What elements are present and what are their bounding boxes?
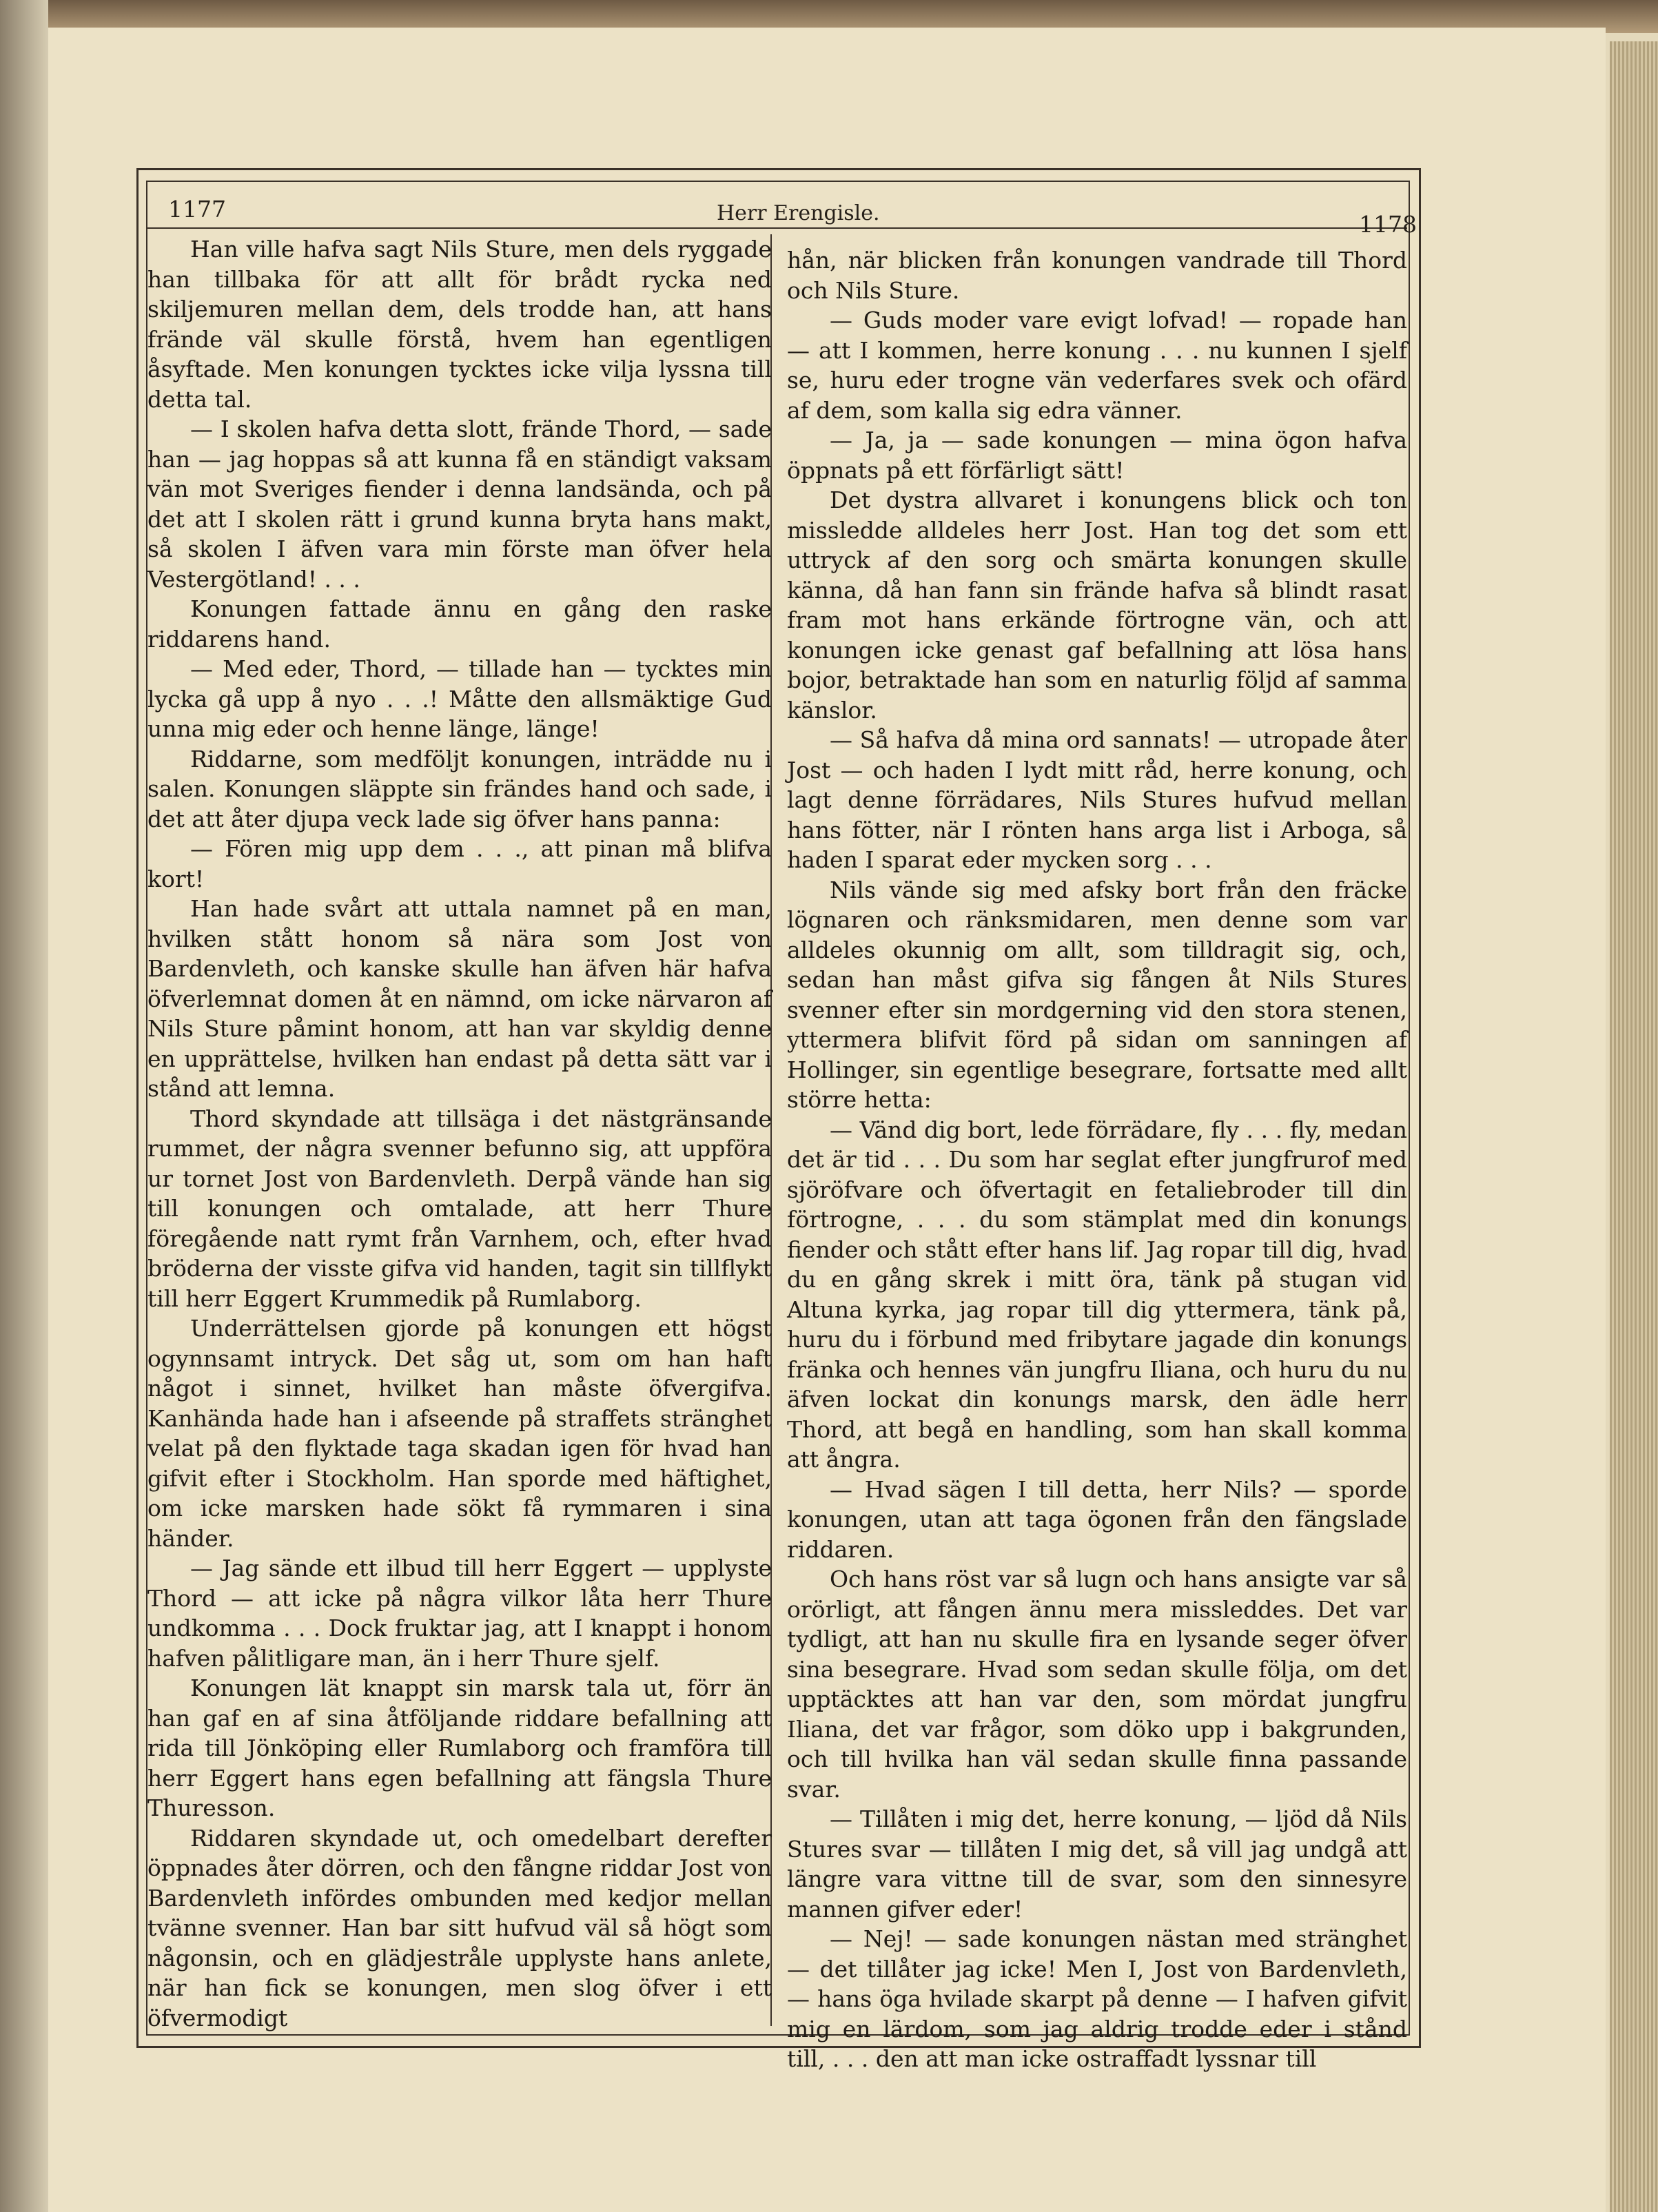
paragraph: Konungen fattade ännu en gång den raske riddarens hand. [147, 595, 772, 653]
paragraph: Det dystra allvaret i konungens blick och ton missledde alldeles herr Jost. Han tog det som ett uttryck af den sorg och smärta konungen skulle känna, då han fann sin frände hafva så blindt rasat fram mot hans erkände förtrogne vän, och att konungen icke genast gaf befallning att lösa hans bojor, betraktade han som en naturlig följd af samma känslor. [787, 487, 1407, 724]
paragraph: hån, när blicken från konungen vandrade till Thord och Nils Sture. [787, 247, 1407, 304]
paragraph: Riddaren skyndade ut, och omedelbart derefter öppnades åter dörren, och den fångne riddar Jost von Bardenvleth infördes ombunden med kedjor mellan tvänne svenner. Han bar sitt hufvud väl så högt som någonsin, och en glädjestråle upplyste hans anlete, när han fick se konungen, men slog öfver i ett öfvermodigt [147, 1824, 772, 2031]
header-rule [146, 227, 1407, 229]
paragraph: — Hvad sägen I till detta, herr Nils? — sporde konungen, utan att taga ögonen från den fängslade riddaren. [787, 1475, 1407, 1563]
paragraph: Underrättelsen gjorde på konungen ett högst ogynnsamt intryck. Det såg ut, som om han haft något i sinnet, hvilket han måste öfvergifva. Kanhända hade han i afseende på straffets stränghet velat på den flyktade taga skadan igen för hvad han gifvit efter i Stockholm. Han sporde med häftighet, om icke marsken hade sökt få rymmaren i sina händer. [147, 1315, 772, 1552]
left-column [147, 234, 772, 2033]
paragraph: — Nej! — sade konungen nästan med stränghet — det tillåter jag icke! Men I, Jost von Bardenvleth, — hans öga hvilade skarpt på denne — I hafven gifvit mig en lärdom, som jag aldrig trodde eder i stånd till, . . . den att man icke ostraffadt lyssnar till [787, 1925, 1407, 2072]
paragraph: — Fören mig upp dem . . ., att pinan må blifva kort! [147, 835, 772, 892]
paragraph: Och hans röst var så lugn och hans ansigte var så orörligt, att fången ännu mera missleddes. Det var tydligt, att han nu skulle fira en lysande seger öfver sina besegrare. Hvad som sedan skulle följa, om det upptäcktes att han var den, som mördat jungfru Iliana, det var frågor, som döko upp i bakgrunden, och till hvilka han väl sedan skulle finna passande svar. [787, 1566, 1407, 1803]
paragraph: Konungen lät knappt sin marsk tala ut, förr än han gaf en af sina åtföljande riddare befallning att rida till Jönköping eller Rumlaborg och framföra till herr Eggert hans egen befallning att fängsla Thure Thuresson. [147, 1675, 772, 1821]
paragraph: Han hade svårt att uttala namnet på en man, hvilken stått honom så nära som Jost von Bardenvleth, och kanske skulle han äfven här hafva öfverlemnat domen åt en nämnd, om icke närvaron af Nils Sture påmint honom, att han var skyldig denne en upprättelse, hvilken han endast på detta sätt var i stånd att lemna. [147, 895, 772, 1102]
paragraph: — I skolen hafva detta slott, frände Thord, — sade han — jag hoppas så att kunna få en ständigt vaksam vän mot Sveriges fiender i denna landsända, och på det att I skolen rätt i grund kunna bryta hans makt, så skolen I äfven vara min förste man öfver hela Vestergötland! . . . [147, 416, 772, 593]
right-column [787, 245, 1407, 2074]
paragraph: — Ja, ja — sade konungen — mina ögon hafva öppnats på ett förfärligt sätt! [787, 427, 1407, 484]
paragraph: — Så hafva då mina ord sannats! — utropade åter Jost — och haden I lydt mitt råd, herre konung, och lagt denne förrädares, Nils Stures hufvud mellan hans fötter, när I rönten hans arga list i Arboga, så haden I sparat eder mycken sorg . . . [787, 726, 1407, 873]
running-title: Herr Erengisle. [717, 201, 880, 225]
paragraph: — Jag sände ett ilbud till herr Eggert — upplyste Thord — att icke på några vilkor låta herr Thure undkomma . . . Dock fruktar jag, att I knappt i honom hafven pålitligare man, än i herr Thure sjelf. [147, 1555, 772, 1672]
paragraph: — Med eder, Thord, — tillade han — tycktes min lycka gå upp å nyo . . .! Måtte den allsmäktige Gud unna mig eder och henne länge, länge! [147, 655, 772, 742]
paragraph: — Vänd dig bort, lede förrädare, fly . . . fly, medan det är tid . . . Du som har seglat efter jungfrurof med sjöröfvare och öfvertagit en fetaliebroder till din förtrogne, . . . du som stämplat med din konungs fiender och stått efter hans lif. Jag ropar till dig, hvad du en gång skrek i mitt öra, tänk på stugan vid Altuna kyrka, jag ropar till dig yttermera, tänk på, huru du i förbund med fribytare jagade din konungs fränka och hennes vän jungfru Iliana, och huru du nu äfven lockat din konungs marsk, den ädle herr Thord, att begå en handling, som han skall komma att ångra. [787, 1116, 1407, 1473]
book-left-edge [0, 0, 48, 2212]
paragraph: — Guds moder vare evigt lofvad! — ropade han — att I kommen, herre konung . . . nu kunnen I sjelf se, huru eder trogne vän vederfares svek och ofärd af dem, som kalla sig edra vänner. [787, 307, 1407, 424]
paragraph: Riddarne, som medföljt konungen, inträdde nu i salen. Konungen släppte sin frändes hand och sade, i det att åter djupa veck lade sig öfver hans panna: [147, 745, 772, 832]
page-edges-stack [1610, 41, 1658, 2212]
paragraph: Nils vände sig med afsky bort från den fräcke lögnaren och ränksmidaren, men denne som var alldeles okunnig om allt, som tilldragit sig, och, sedan han måst gifva sig fången åt Nils Stures svenner efter sin mordgerning vid den stora stenen, yttermera blifvit förd på sidan om sanningen af Hollinger, sin egentlige besegrare, fortsatte med allt större hetta: [787, 876, 1407, 1113]
paragraph: Han ville hafva sagt Nils Sture, men dels ryggade han tillbaka för att allt för brådt rycka ned skiljemuren mellan dem, dels trodde han, att hans frände väl skulle förstå, hvem han egentligen åsyftade. Men konungen tycktes icke vilja lyssna till detta tal. [147, 236, 772, 413]
page-number-left: 1177 [168, 196, 226, 223]
page-number-right: 1178 [1359, 211, 1417, 238]
paragraph: — Tillåten i mig det, herre konung, — ljöd då Nils Stures svar — tillåten I mig det, så vill jag undgå att längre vara vittne till de svar, som den sinnesyre mannen gifver eder! [787, 1805, 1407, 1923]
paragraph: Thord skyndade att tillsäga i det nästgränsande rummet, der några svenner befunno sig, att uppföra ur tornet Jost von Bardenvleth. Derpå vände han sig till konungen och omtalade, att herr Thure föregående natt rymt från Varnhem, och, efter hvad bröderna der visste gifva vid handen, tagit sin tillflykt till herr Eggert Krummedik på Rumlaborg. [147, 1105, 772, 1312]
